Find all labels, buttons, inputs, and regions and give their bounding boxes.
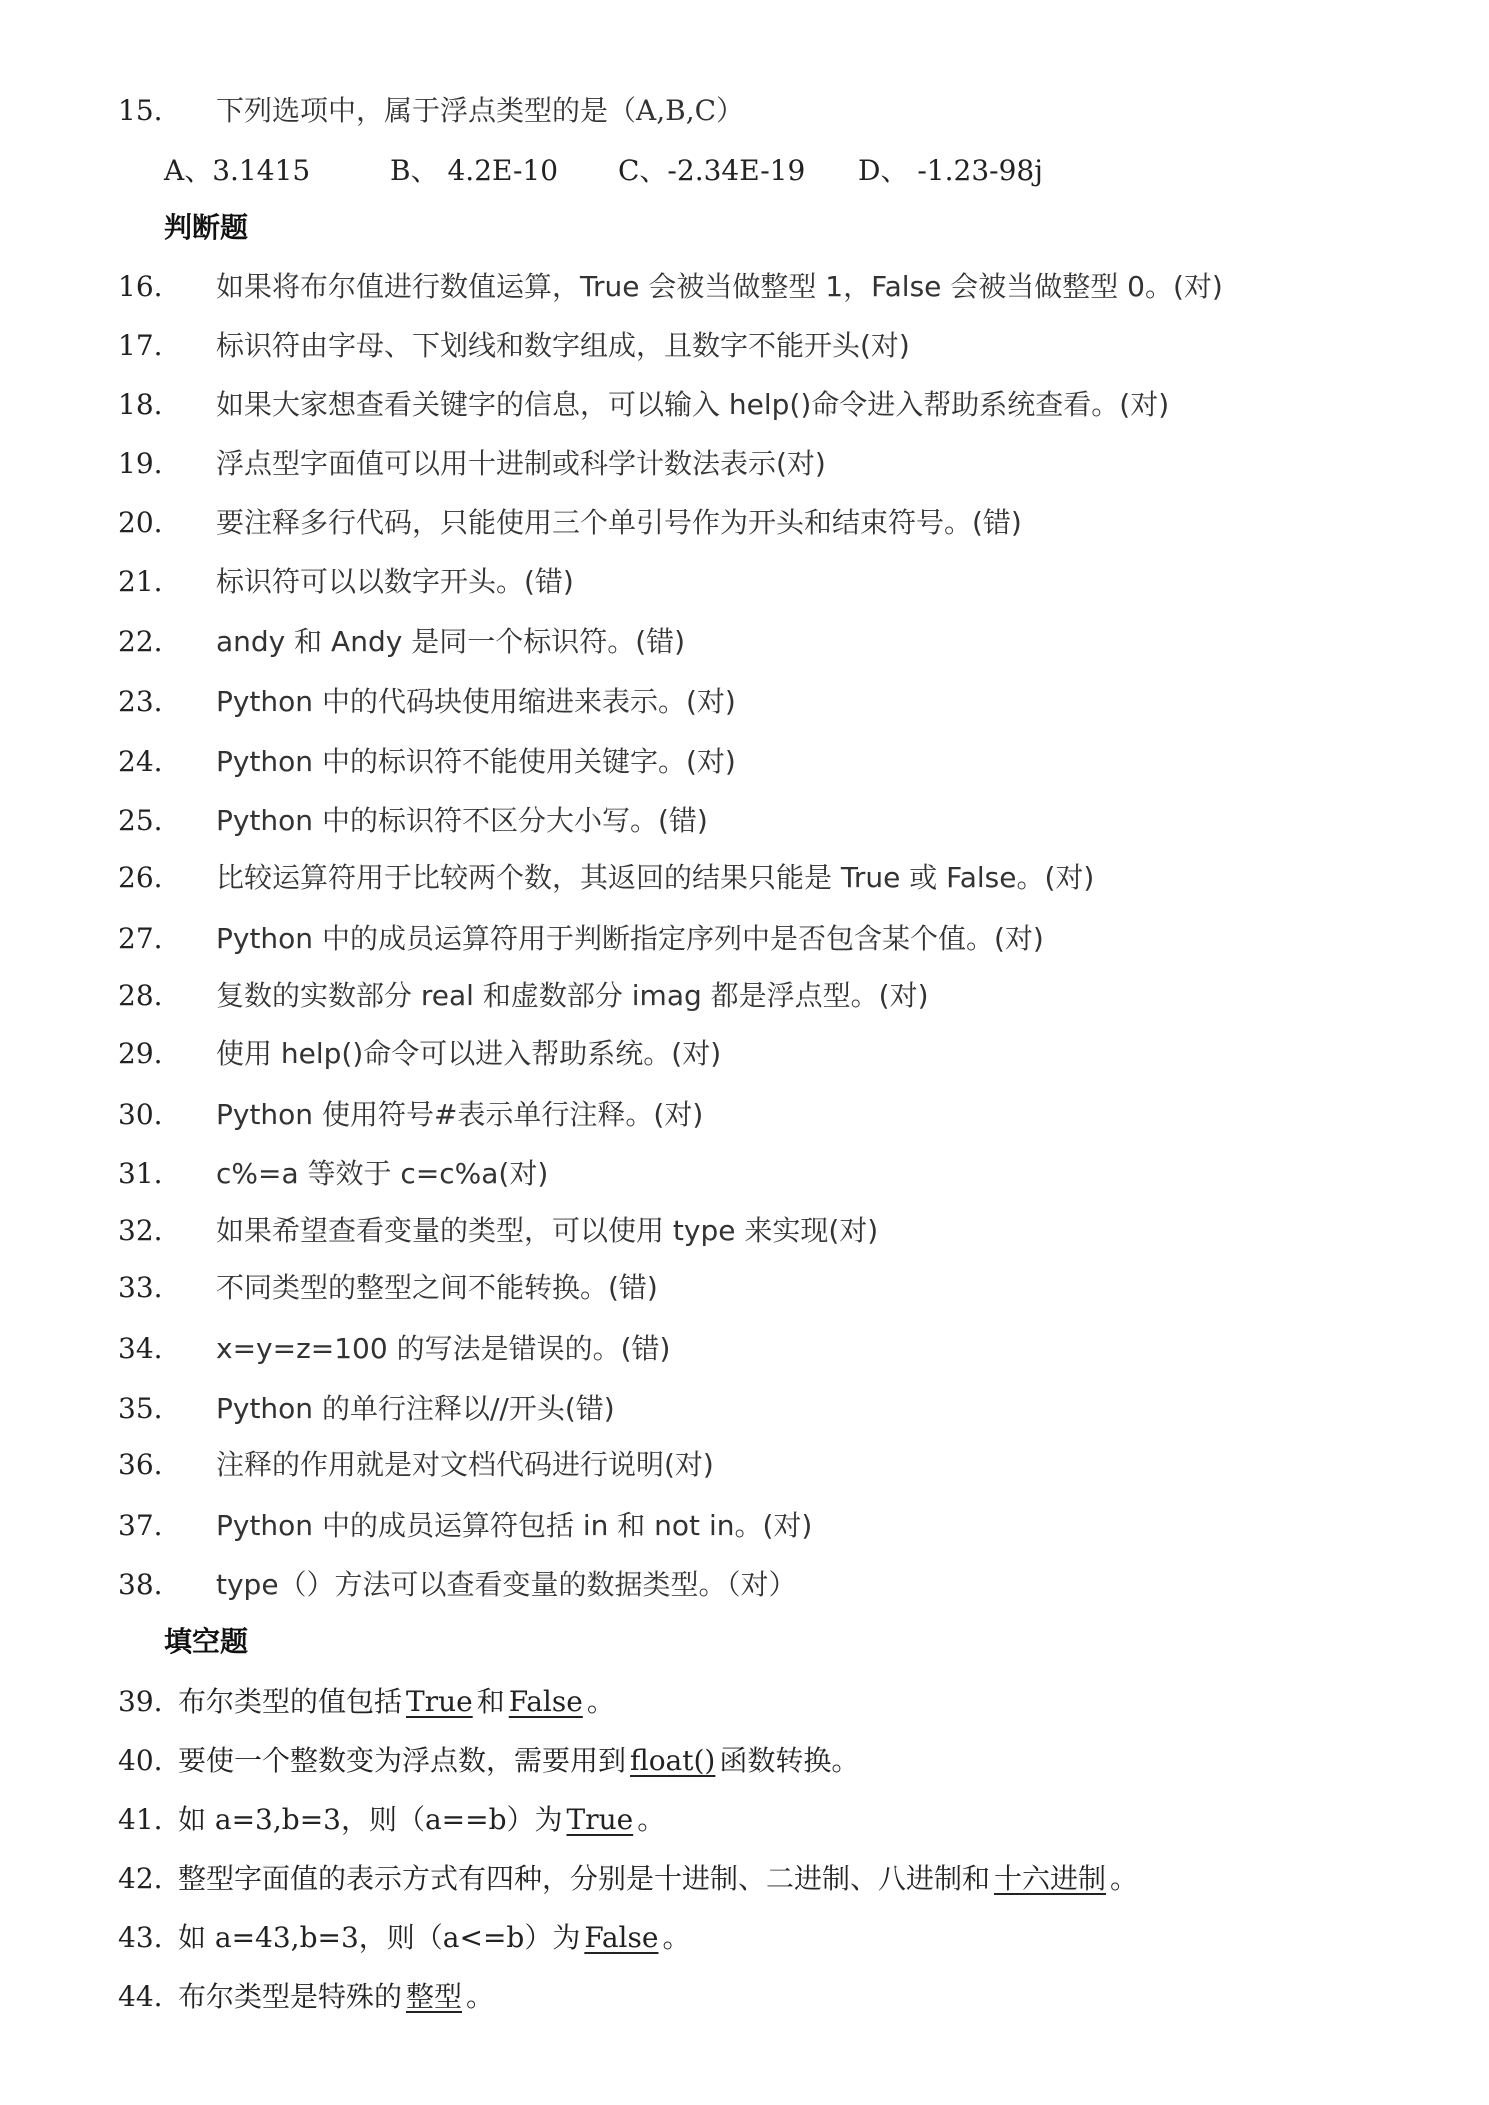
question-text: c%=a 等效于 c=c%a(对) bbox=[216, 1157, 549, 1190]
option-d: D、 -1.23-98j bbox=[858, 154, 1043, 187]
question-number: 28. bbox=[118, 979, 163, 1012]
question-text bbox=[178, 1979, 494, 2015]
question-number: 31. bbox=[118, 1157, 163, 1190]
question-number: 44. bbox=[118, 1980, 163, 2013]
text-segment: 。 bbox=[637, 1803, 666, 1836]
question-text: 使用 help()命令可以进入帮助系统。(对) bbox=[216, 1037, 722, 1070]
text-segment: 如 a=3,b=3，则（a==b）为 bbox=[178, 1803, 563, 1836]
text-segment: 。 bbox=[1110, 1862, 1139, 1895]
question-text: 标识符由字母、下划线和数字组成，且数字不能开头(对) bbox=[216, 329, 910, 362]
question-number: 27. bbox=[118, 922, 163, 955]
question-number: 17. bbox=[118, 329, 163, 362]
question-text: type（）方法可以查看变量的数据类型。（对） bbox=[216, 1568, 797, 1601]
question-number: 40. bbox=[118, 1744, 163, 1777]
question-number: 26. bbox=[118, 861, 163, 894]
question-text bbox=[178, 1743, 859, 1779]
question-text bbox=[178, 1861, 1138, 1897]
question-number: 20. bbox=[118, 506, 163, 539]
question-text: Python 的单行注释以//开头(错) bbox=[216, 1392, 615, 1425]
question-number: 42. bbox=[118, 1862, 163, 1895]
text-segment: 布尔类型是特殊的 bbox=[178, 1980, 403, 2013]
question-text bbox=[178, 1802, 665, 1838]
section-heading-judge: 判断题 bbox=[164, 211, 249, 244]
question-text: 如果将布尔值进行数值运算，True 会被当做整型 1，False 会被当做整型 0。(对) bbox=[216, 270, 1223, 303]
option-c: C、-2.34E-19 bbox=[618, 154, 806, 187]
text-segment: 和 bbox=[476, 1685, 505, 1718]
answer-blank: 整型 bbox=[406, 1980, 463, 2013]
question-number: 15. bbox=[118, 94, 163, 127]
text-segment: 。 bbox=[662, 1921, 691, 1954]
question-text: 浮点型字面值可以用十进制或科学计数法表示(对) bbox=[216, 447, 826, 480]
question-number: 29. bbox=[118, 1037, 163, 1070]
text-segment: 。 bbox=[586, 1685, 615, 1718]
question-text: Python 使用符号#表示单行注释。(对) bbox=[216, 1098, 704, 1131]
text-segment: 整型字面值的表示方式有四种，分别是十进制、二进制、八进制和 bbox=[178, 1862, 991, 1895]
question-text: 不同类型的整型之间不能转换。(错) bbox=[216, 1271, 658, 1304]
question-number: 35. bbox=[118, 1392, 163, 1425]
question-number: 24. bbox=[118, 745, 163, 778]
question-text: 要注释多行代码，只能使用三个单引号作为开头和结束符号。(错) bbox=[216, 506, 1022, 539]
answer-blank: 十六进制 bbox=[994, 1862, 1107, 1895]
question-number: 23. bbox=[118, 685, 163, 718]
question-text: 复数的实数部分 real 和虚数部分 imag 都是浮点型。(对) bbox=[216, 979, 929, 1012]
question-text: Python 中的代码块使用缩进来表示。(对) bbox=[216, 685, 736, 718]
question-number: 34. bbox=[118, 1332, 163, 1365]
answer-blank: True bbox=[406, 1685, 473, 1718]
question-number: 32. bbox=[118, 1214, 163, 1247]
question-number: 36. bbox=[118, 1448, 163, 1481]
question-number: 16. bbox=[118, 270, 163, 303]
text-segment: 函数转换。 bbox=[719, 1744, 860, 1777]
answer-blank: False bbox=[584, 1921, 659, 1954]
option-a: A、3.1415 bbox=[164, 154, 311, 187]
text-segment: 要使一个整数变为浮点数，需要用到 bbox=[178, 1744, 627, 1777]
question-text: 注释的作用就是对文档代码进行说明(对) bbox=[216, 1448, 714, 1481]
question-number: 21. bbox=[118, 565, 163, 598]
section-heading-fill: 填空题 bbox=[164, 1625, 249, 1658]
text-segment: 布尔类型的值包括 bbox=[178, 1685, 403, 1718]
question-text: Python 中的标识符不能使用关键字。(对) bbox=[216, 745, 736, 778]
question-number: 30. bbox=[118, 1098, 163, 1131]
answer-blank: float() bbox=[630, 1744, 716, 1777]
question-text: 如果希望查看变量的类型，可以使用 type 来实现(对) bbox=[216, 1214, 879, 1247]
answer-blank: True bbox=[566, 1803, 634, 1836]
question-number: 18. bbox=[118, 388, 163, 421]
answer-blank: False bbox=[508, 1685, 583, 1718]
option-b: B、 4.2E-10 bbox=[390, 154, 559, 187]
text-segment: 如 a=43,b=3，则（a<=b）为 bbox=[178, 1921, 581, 1954]
question-number: 25. bbox=[118, 804, 163, 837]
question-text: 如果大家想查看关键字的信息，可以输入 help()命令进入帮助系统查看。(对) bbox=[216, 388, 1170, 421]
question-text: andy 和 Andy 是同一个标识符。(错) bbox=[216, 625, 686, 658]
question-number: 41. bbox=[118, 1803, 163, 1836]
question-number: 43. bbox=[118, 1921, 163, 1954]
question-text: Python 中的标识符不区分大小写。(错) bbox=[216, 804, 708, 837]
question-number: 22. bbox=[118, 625, 163, 658]
question-number: 33. bbox=[118, 1271, 163, 1304]
question-number: 38. bbox=[118, 1568, 163, 1601]
question-text: x=y=z=100 的写法是错误的。(错) bbox=[216, 1332, 671, 1365]
question-text: Python 中的成员运算符包括 in 和 not in。(对) bbox=[216, 1509, 813, 1542]
question-text: 比较运算符用于比较两个数，其返回的结果只能是 True 或 False。(对) bbox=[216, 861, 1095, 894]
question-text: 下列选项中，属于浮点类型的是（A,B,C） bbox=[216, 94, 745, 127]
question-text: 标识符可以以数字开头。(错) bbox=[216, 565, 574, 598]
question-number: 37. bbox=[118, 1509, 163, 1542]
text-segment: 。 bbox=[466, 1980, 495, 2013]
question-text bbox=[178, 1920, 690, 1956]
question-text bbox=[178, 1684, 615, 1720]
question-number: 39. bbox=[118, 1685, 163, 1718]
question-number: 19. bbox=[118, 447, 163, 480]
question-text: Python 中的成员运算符用于判断指定序列中是否包含某个值。(对) bbox=[216, 922, 1044, 955]
